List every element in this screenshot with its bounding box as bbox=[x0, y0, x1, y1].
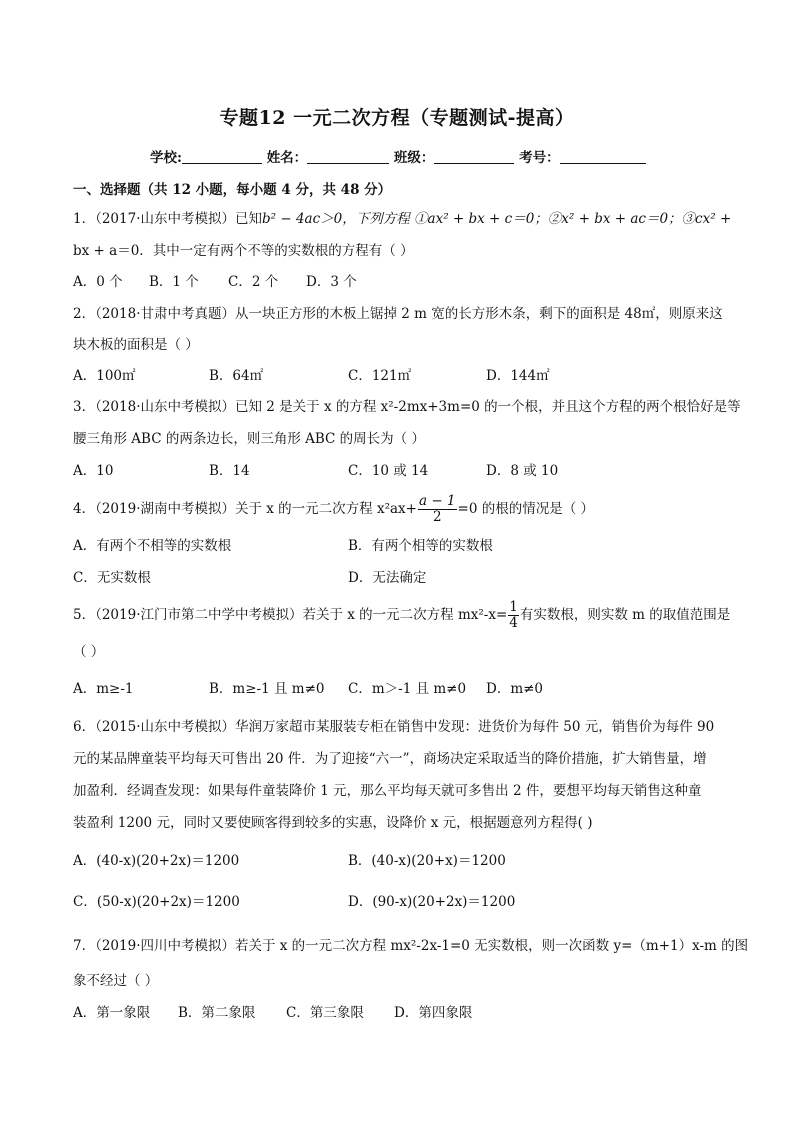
question-6-option-b: B．(40-x)(20+x)＝1200 bbox=[348, 853, 506, 869]
question-3-option-d: D．8 或 10 bbox=[486, 463, 559, 479]
question-4-numerator: a − 1 bbox=[418, 493, 456, 509]
question-3-line-2: 腰三角形 ABC 的两条边长，则三角形 ABC 的周长为（ ） bbox=[73, 431, 425, 447]
question-4-fraction bbox=[418, 494, 457, 525]
question-4-option-b: B．有两个相等的实数根 bbox=[348, 538, 493, 554]
question-2-line-1: 2．（2018·甘肃中考真题）从一块正方形的木板上锯掉 2 m 宽的长方形木条，剩下的面积是 48㎡，则原来这 bbox=[73, 306, 723, 322]
question-4-line-1 bbox=[73, 492, 594, 526]
question-7-option-c: C．第三象限 bbox=[286, 1005, 364, 1021]
exam-number-label: 考号： bbox=[519, 150, 560, 166]
class-blank[interactable] bbox=[434, 149, 514, 164]
question-5-option-a: A．m≥-1 bbox=[73, 681, 134, 697]
question-4-option-d: D．无法确定 bbox=[348, 570, 427, 586]
question-5-line-1 bbox=[73, 598, 730, 632]
question-7-line-2: 象不经过（ ） bbox=[73, 973, 159, 989]
question-1-line-2: bx + a＝0．其中一定有两个不等的实数根的方程有（ ） bbox=[73, 243, 414, 259]
name-label: 姓名： bbox=[266, 150, 308, 166]
question-7-option-a: A．第一象限 bbox=[73, 1005, 151, 1021]
question-5-prefix: 5．（2019·江门市第二中学中考模拟）若关于 x 的一元二次方程 mx²-x= bbox=[73, 607, 508, 623]
question-1-option-a: A．0 个 bbox=[73, 274, 123, 290]
question-1-option-b: B．1 个 bbox=[149, 274, 199, 290]
question-7-option-b: B．第二象限 bbox=[178, 1005, 256, 1021]
question-6-line-4: 装盈利 1200 元，同时又要使顾客得到较多的实惠，设降价 x 元，根据题意列方程得( ) bbox=[73, 815, 593, 831]
question-3-option-a: A．10 bbox=[73, 463, 114, 479]
question-2-option-c: C．121㎡ bbox=[348, 368, 412, 384]
question-4-prefix: 4．（2019·湖南中考模拟）关于 x 的一元二次方程 x²ax+ bbox=[73, 501, 417, 517]
question-5-numerator: 1 bbox=[509, 599, 518, 615]
question-1-option-c: C．2 个 bbox=[228, 274, 279, 290]
question-5-line-2: （ ） bbox=[73, 644, 105, 660]
question-6-line-3: 加盈利．经调查发现：如果每件童装降价 1 元，那么平均每天就可多售出 2 件，要想平均每天销售这种童 bbox=[73, 783, 702, 799]
question-2-option-b: B．64㎡ bbox=[209, 368, 264, 384]
question-3-option-c: C．10 或 14 bbox=[348, 463, 429, 479]
question-2-line-2: 块木板的面积是（ ） bbox=[73, 337, 199, 353]
question-1-line-1 bbox=[73, 210, 731, 228]
question-5-denominator: 4 bbox=[509, 615, 518, 631]
question-1-prefix: 1．（2017·山东中考模拟）已知 bbox=[73, 211, 262, 227]
question-4-option-a: A．有两个不相等的实数根 bbox=[73, 538, 232, 554]
name-blank[interactable] bbox=[307, 149, 389, 164]
school-label: 学校: bbox=[150, 150, 182, 166]
page-title: 专题12 一元二次方程（专题测试-提高） bbox=[219, 107, 575, 129]
question-6-option-c: C．(50-x)(20+2x)＝1200 bbox=[73, 894, 240, 910]
section-heading: 一、选择题（共 12 小题，每小题 4 分，共 48 分） bbox=[73, 182, 392, 198]
question-3-line-1: 3．（2018·山东中考模拟）已知 2 是关于 x 的方程 x²-2mx+3m=0 的一个根，并且这个方程的两个根恰好是等 bbox=[73, 399, 741, 415]
question-1-option-d: D．3 个 bbox=[306, 274, 357, 290]
question-1-condition: b² − 4ac＞0，下列方程 ①ax² + bx + c＝0；②x² + bx + ac＝0；③cx² + bbox=[262, 211, 732, 227]
question-5-fraction bbox=[508, 600, 519, 631]
question-7-option-d: D．第四象限 bbox=[394, 1005, 473, 1021]
question-5-option-b: B．m≥-1 且 m≠0 bbox=[209, 681, 325, 697]
question-2-option-d: D．144㎡ bbox=[486, 368, 550, 384]
question-3-option-b: B．14 bbox=[209, 463, 250, 479]
question-5-option-d: D．m≠0 bbox=[486, 681, 544, 697]
question-6-option-a: A．(40-x)(20+2x)＝1200 bbox=[73, 853, 240, 869]
question-6-line-1: 6．（2015·山东中考模拟）华润万家超市某服装专柜在销售中发现：进货价为每件 50 元，销售价为每件 90 bbox=[73, 719, 715, 735]
question-4-suffix: =0 的根的情况是（ ） bbox=[457, 501, 595, 517]
question-2-option-a: A．100㎡ bbox=[73, 368, 136, 384]
question-5-option-c: C．m＞-1 且 m≠0 bbox=[348, 681, 467, 697]
question-5-suffix: 有实数根，则实数 m 的取值范围是 bbox=[519, 607, 731, 623]
student-info-row bbox=[150, 146, 646, 166]
exam-number-blank[interactable] bbox=[560, 149, 646, 164]
question-4-option-c: C．无实数根 bbox=[73, 570, 151, 586]
question-7-line-1: 7．（2019·四川中考模拟）若关于 x 的一元二次方程 mx²-2x-1=0 无实数根，则一次函数 y=（m+1）x-m 的图 bbox=[73, 938, 749, 954]
class-label: 班级： bbox=[393, 150, 435, 166]
school-blank[interactable] bbox=[182, 149, 262, 164]
question-6-line-2: 元的某品牌童装平均每天可售出 20 件．为了迎接“六一”，商场决定采取适当的降价措施，扩大销售量，增 bbox=[73, 751, 707, 767]
question-6-option-d: D．(90-x)(20+2x)＝1200 bbox=[348, 894, 516, 910]
question-4-denominator: 2 bbox=[432, 509, 442, 525]
